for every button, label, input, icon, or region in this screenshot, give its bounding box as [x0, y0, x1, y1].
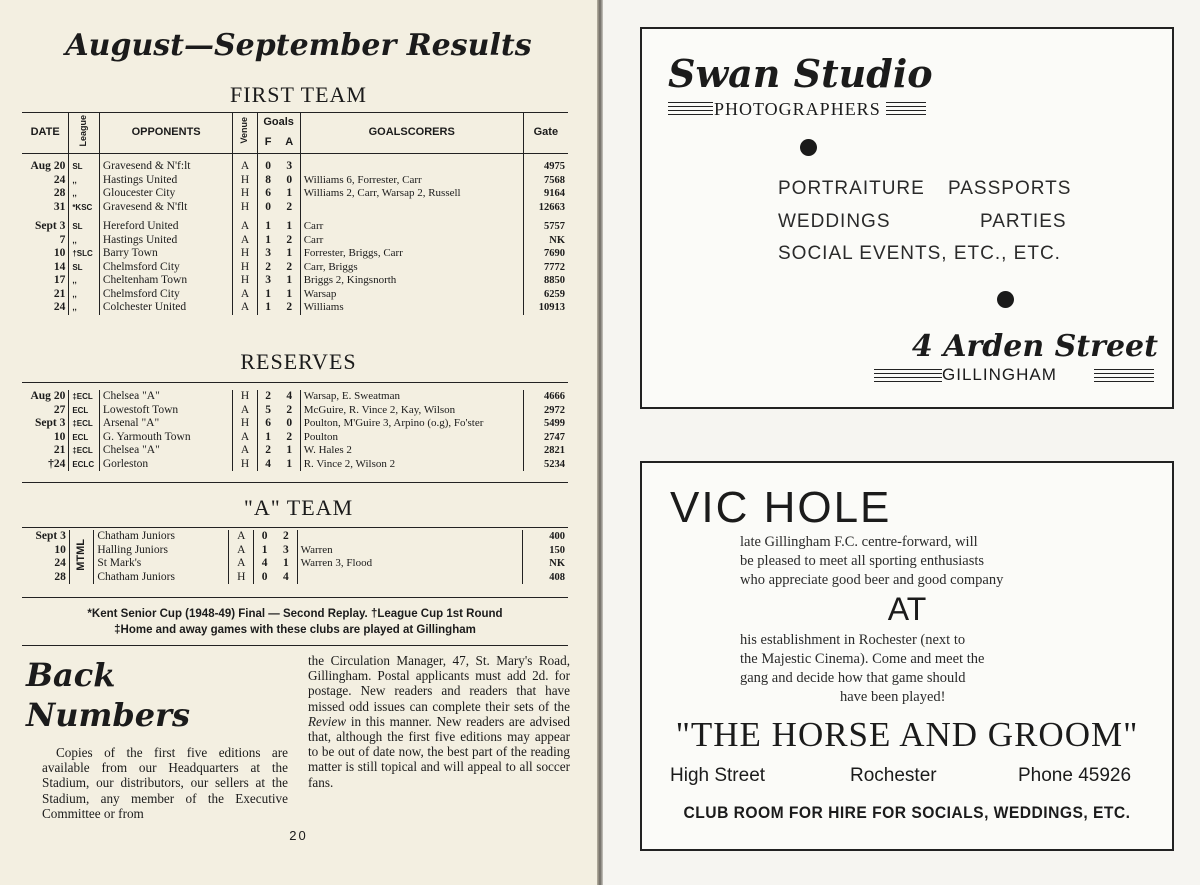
row-league: ,,	[69, 301, 100, 315]
vic-line-1: late Gillingham F.C. centre-forward, will	[740, 534, 978, 550]
row-goals-against: 1	[286, 444, 293, 456]
row-opponent: Gloucester City	[99, 187, 233, 201]
row-league: ‡ECL	[69, 390, 100, 404]
row-opponent: Hereford United	[99, 220, 233, 234]
photographers-label: PHOTOGRAPHERS	[714, 99, 881, 119]
row-league: ,,	[69, 187, 100, 201]
row-venue: H	[233, 261, 257, 275]
table-row	[22, 274, 568, 288]
row-goals-against: 1	[283, 557, 289, 569]
table-row	[22, 288, 568, 302]
row-goalscorers	[300, 201, 523, 215]
row-date	[22, 444, 69, 458]
footnote-cups: *Kent Senior Cup (1948-49) Final — Second Replay. †League Cup 1st Round	[87, 608, 503, 620]
pub-street: High Street	[670, 765, 766, 786]
decorative-lines	[874, 369, 942, 382]
row-goalscorers: Warsap, E. Sweatman	[300, 390, 523, 404]
pub-name: "THE HORSE AND GROOM"	[675, 715, 1139, 754]
row-goalscorers: McGuire, R. Vince 2, Kay, Wilson	[300, 404, 523, 418]
service-portraiture: PORTRAITURE	[778, 178, 925, 199]
vic-hole-ad	[640, 461, 1174, 851]
row-day: 14	[53, 260, 66, 273]
row-gate: 150	[523, 544, 568, 558]
row-league: *KSC	[69, 201, 100, 215]
header-goals: Goals	[257, 113, 300, 134]
row-goals-for: 1	[257, 301, 279, 315]
row-date	[22, 390, 69, 404]
club-room-notice: CLUB ROOM FOR HIRE FOR SOCIALS, WEDDINGS, ETC.	[683, 803, 1131, 822]
row-venue: A	[233, 160, 257, 174]
row-day: 7	[59, 233, 66, 246]
back-numbers-column-2: the Circulation Manager, 47, St. Mary's Road, Gillingham. Postal applicants must add 2d. for postage. New readers and readers that have missed odd issues can complete their sets of the Review in this manner. New readers are advised that, although the first five editions may appear to be out of date now, the best part of the reading matter is still topical and will appeal to all soccer fans.	[308, 653, 570, 790]
header-league: League	[69, 113, 100, 154]
a-team-heading: "A" TEAM	[243, 495, 354, 520]
row-date	[22, 431, 69, 445]
right-page	[603, 0, 1200, 885]
table-row	[22, 431, 568, 445]
row-league: SL	[69, 160, 100, 174]
row-goalscorers: R. Vince 2, Wilson 2	[300, 458, 523, 472]
row-goals-against: 1	[286, 220, 293, 232]
row-date	[22, 557, 69, 571]
row-venue: A	[229, 557, 253, 571]
row-gate: 2972	[523, 404, 568, 418]
row-gate: 2821	[523, 444, 568, 458]
row-gate: 10913	[523, 301, 568, 315]
results-title: August—September Results	[65, 28, 532, 63]
row-venue: A	[233, 301, 257, 315]
row-date	[22, 160, 69, 174]
row-gate: 2747	[523, 431, 568, 445]
row-goals-against: 3	[286, 160, 293, 172]
swan-studio-ad	[640, 27, 1174, 409]
row-month: Aug	[30, 160, 51, 172]
row-goalscorers: Warren	[297, 544, 523, 558]
first-team-heading: FIRST TEAM	[230, 82, 367, 107]
table-row	[22, 247, 568, 261]
row-month: Sept	[34, 417, 57, 429]
row-goals-against: 2	[286, 260, 293, 273]
bullet-dot	[800, 139, 817, 156]
row-gate: 5499	[523, 417, 568, 431]
row-goalscorers	[297, 571, 523, 585]
table-row	[22, 160, 568, 174]
row-month: Sept	[35, 530, 58, 542]
vic-line-4: his establishment in Rochester (next to	[740, 632, 966, 648]
row-goals-against: 1	[286, 247, 293, 259]
row-goals-for: 4	[257, 458, 279, 472]
row-date	[22, 201, 69, 215]
pub-phone: Phone 45926	[1018, 765, 1132, 786]
table-row	[22, 301, 568, 315]
row-goals-against: 2	[286, 233, 293, 246]
row-opponent: Arsenal "A"	[99, 417, 233, 431]
pub-town: Rochester	[850, 765, 937, 786]
row-gate: 408	[523, 571, 568, 585]
row-goalscorers	[297, 530, 523, 544]
row-gate: 400	[523, 530, 568, 544]
row-goals-against: 2	[283, 530, 289, 542]
row-goals-against: 4	[283, 570, 289, 583]
row-date	[22, 187, 69, 201]
row-venue: H	[233, 417, 257, 431]
row-opponent: Chelmsford City	[99, 288, 233, 302]
row-goalscorers: Carr	[300, 234, 523, 248]
vic-line-7: have been played!	[840, 689, 946, 705]
vic-line-2: be pleased to meet all sporting enthusiasts	[740, 553, 985, 569]
row-gate: 6259	[523, 288, 568, 302]
row-day: 20	[53, 390, 66, 402]
row-date	[22, 404, 69, 418]
row-goalscorers: Williams	[300, 301, 523, 315]
row-venue: H	[233, 390, 257, 404]
row-goals-for: 3	[257, 274, 279, 288]
row-venue: A	[233, 234, 257, 248]
row-opponent: Halling Juniors	[94, 544, 229, 558]
row-league: ECL	[69, 404, 100, 418]
row-date	[22, 288, 69, 302]
row-goals-for: 2	[257, 390, 279, 404]
row-league: MTML	[69, 530, 93, 584]
row-day: 3	[60, 530, 66, 542]
service-passports: PASSPORTS	[948, 178, 1072, 199]
row-day: 28	[54, 570, 66, 583]
row-opponent: Colchester United	[99, 301, 233, 315]
row-goals-against: 1	[286, 187, 293, 199]
divider	[22, 597, 568, 598]
header-opponents: OPPONENTS	[99, 113, 233, 154]
row-gate: 4975	[523, 160, 568, 174]
row-venue: A	[233, 404, 257, 418]
row-venue: H	[233, 247, 257, 261]
row-goals-against: 1	[286, 457, 293, 470]
row-goals-for: 1	[253, 544, 275, 558]
row-gate: 7690	[523, 247, 568, 261]
row-day: 24	[53, 173, 66, 186]
row-day: 24	[54, 557, 66, 569]
row-goals-against: 1	[286, 287, 293, 300]
row-goals-against: 4	[286, 390, 293, 402]
a-team-table	[22, 530, 568, 584]
row-goalscorers: Warren 3, Flood	[297, 557, 523, 571]
divider	[22, 645, 568, 646]
row-opponent: G. Yarmouth Town	[99, 431, 233, 445]
row-goalscorers: Briggs 2, Kingsnorth	[300, 274, 523, 288]
table-row	[22, 234, 568, 248]
row-goals-for: 1	[257, 288, 279, 302]
row-day: 20	[53, 160, 66, 172]
row-goals-for: 2	[257, 444, 279, 458]
row-venue: A	[233, 444, 257, 458]
row-goals-for: 2	[257, 261, 279, 275]
row-gate: 5234	[523, 458, 568, 472]
row-league: ,,	[69, 234, 100, 248]
swan-studio-name: Swan Studio	[668, 51, 933, 96]
footnote-home-away: ‡Home and away games with these clubs are played at Gillingham	[114, 624, 476, 636]
service-social-events: SOCIAL EVENTS, ETC., ETC.	[778, 243, 1061, 264]
row-goals-for: 0	[257, 201, 279, 215]
back-numbers-title-1: Back	[26, 656, 116, 694]
row-opponent: Hastings United	[99, 234, 233, 248]
service-parties: PARTIES	[980, 211, 1067, 232]
header-date: DATE	[22, 113, 69, 154]
row-date	[22, 544, 69, 558]
row-goals-against: 0	[286, 417, 293, 429]
row-date	[22, 571, 69, 585]
row-league: SL	[69, 261, 100, 275]
row-goalscorers: Poulton	[300, 431, 523, 445]
table-row	[22, 557, 568, 571]
row-venue: H	[233, 187, 257, 201]
at-label: AT	[887, 591, 927, 627]
first-team-table	[22, 112, 568, 315]
divider	[22, 482, 568, 483]
reserves-heading: RESERVES	[240, 349, 357, 374]
row-goalscorers: Williams 6, Forrester, Carr	[300, 174, 523, 188]
row-gate: NK	[523, 557, 568, 571]
header-gate: Gate	[523, 113, 568, 154]
row-date	[22, 261, 69, 275]
row-goals-for: 0	[253, 530, 275, 544]
divider	[22, 527, 568, 528]
row-goalscorers: Carr, Briggs	[300, 261, 523, 275]
table-row	[22, 261, 568, 275]
row-opponent: Gravesend & N'f:lt	[99, 160, 233, 174]
divider	[22, 382, 568, 383]
row-opponent: Gorleston	[99, 458, 233, 472]
row-gate: 8850	[523, 274, 568, 288]
reserves-table	[22, 390, 568, 471]
table-row	[22, 458, 568, 472]
row-goalscorers: Williams 2, Carr, Warsap 2, Russell	[300, 187, 523, 201]
table-row	[22, 174, 568, 188]
row-day: 10	[54, 543, 66, 556]
table-row	[22, 444, 568, 458]
row-opponent: Chelsea "A"	[99, 444, 233, 458]
row-opponent: Hastings United	[99, 174, 233, 188]
header-a: A	[279, 133, 301, 154]
row-gate: 12663	[523, 201, 568, 215]
table-row	[22, 201, 568, 215]
row-day: 31	[53, 200, 66, 213]
decorative-lines	[1094, 369, 1154, 382]
row-venue: A	[229, 544, 253, 558]
row-goals-against: 2	[286, 200, 293, 213]
row-goals-against: 0	[286, 173, 293, 186]
bullet-dot	[997, 291, 1014, 308]
row-day: 3	[59, 220, 66, 232]
row-league: SL	[69, 220, 100, 234]
row-goals-for: 5	[257, 404, 279, 418]
row-opponent: Cheltenham Town	[99, 274, 233, 288]
row-day: 27	[53, 403, 66, 416]
row-date	[22, 247, 69, 261]
back-numbers-title-2: Numbers	[26, 696, 190, 734]
row-goals-for: 8	[257, 174, 279, 188]
row-date	[22, 530, 69, 544]
service-weddings: WEDDINGS	[778, 211, 891, 232]
row-opponent: Chelsea "A"	[99, 390, 233, 404]
table-row	[22, 417, 568, 431]
row-day: 10	[53, 430, 66, 443]
row-goalscorers	[300, 160, 523, 174]
row-goals-for: 6	[257, 187, 279, 201]
table-row	[22, 390, 568, 404]
table-row	[22, 187, 568, 201]
row-date	[22, 274, 69, 288]
header-goalscorers: GOALSCORERS	[300, 113, 523, 154]
row-opponent: Lowestoft Town	[99, 404, 233, 418]
row-goalscorers: Poulton, M'Guire 3, Arpino (o.g), Fo'ster	[300, 417, 523, 431]
row-venue: H	[233, 274, 257, 288]
row-goals-for: 1	[257, 234, 279, 248]
vic-line-3: who appreciate good beer and good company	[740, 572, 1004, 588]
back-numbers-column-1: Copies of the first five editions are available from our Headquarters at the Stadium, our distributors, our sellers at the Stadium, any member of the Executive Committee or from	[42, 745, 288, 821]
row-date	[22, 458, 69, 472]
row-goalscorers: Carr	[300, 220, 523, 234]
row-goals-for: 1	[257, 220, 279, 234]
row-month: Aug	[30, 390, 51, 402]
row-date	[22, 220, 69, 234]
vic-hole-name: VIC HOLE	[670, 483, 892, 532]
swan-address: 4 Arden Street	[911, 329, 1158, 364]
row-opponent: Barry Town	[99, 247, 233, 261]
row-opponent: Chatham Juniors	[94, 530, 229, 544]
row-opponent: Chelmsford City	[99, 261, 233, 275]
row-opponent: St Mark's	[94, 557, 229, 571]
row-goals-against: 2	[286, 403, 293, 416]
row-gate: 5757	[523, 220, 568, 234]
row-gate: 9164	[523, 187, 568, 201]
row-gate: 7772	[523, 261, 568, 275]
swan-town: GILLINGHAM	[942, 365, 1057, 384]
vic-line-6: gang and decide how that game should	[740, 670, 966, 686]
vic-line-5: the Majestic Cinema). Come and meet the	[740, 651, 985, 667]
row-goals-for: 1	[257, 431, 279, 445]
left-page	[0, 0, 597, 885]
row-month: Sept	[34, 220, 57, 232]
row-goals-against: 3	[283, 543, 289, 556]
row-league: ECLC	[69, 458, 100, 472]
row-day: 21	[53, 287, 66, 300]
row-venue: A	[233, 288, 257, 302]
table-row	[22, 544, 568, 558]
row-day: 17	[53, 274, 66, 286]
row-day: †24	[48, 457, 66, 470]
row-day: 28	[53, 187, 66, 199]
row-venue: H	[233, 201, 257, 215]
row-day: 21	[53, 444, 66, 456]
row-venue: A	[233, 431, 257, 445]
row-league: ECL	[69, 431, 100, 445]
row-goals-for: 4	[253, 557, 275, 571]
row-goalscorers: Warsap	[300, 288, 523, 302]
row-league: ,,	[69, 288, 100, 302]
row-goals-against: 2	[286, 430, 293, 443]
row-league: ,,	[69, 174, 100, 188]
row-league: ‡ECL	[69, 417, 100, 431]
row-league: ‡ECL	[69, 444, 100, 458]
page-number: 20	[289, 828, 308, 843]
row-gate: NK	[523, 234, 568, 248]
row-venue: H	[233, 174, 257, 188]
row-goalscorers: W. Hales 2	[300, 444, 523, 458]
row-date	[22, 417, 69, 431]
row-goals-for: 0	[253, 571, 275, 585]
header-f: F	[257, 133, 279, 154]
row-date	[22, 174, 69, 188]
row-goals-for: 3	[257, 247, 279, 261]
row-league: ,,	[69, 274, 100, 288]
row-venue: A	[233, 220, 257, 234]
table-row	[22, 571, 568, 585]
row-venue: H	[233, 458, 257, 472]
row-goals-for: 6	[257, 417, 279, 431]
row-opponent: Chatham Juniors	[94, 571, 229, 585]
table-row	[22, 220, 568, 234]
row-day: 3	[59, 417, 66, 429]
row-venue: A	[229, 530, 253, 544]
header-venue: Venue	[233, 113, 257, 154]
row-venue: H	[229, 571, 253, 585]
table-row	[22, 530, 568, 544]
row-goals-against: 2	[286, 301, 293, 313]
decorative-lines	[668, 102, 713, 115]
row-date	[22, 301, 69, 315]
row-goals-for: 0	[257, 160, 279, 174]
row-day: 24	[53, 301, 66, 313]
row-goals-against: 1	[286, 274, 293, 286]
row-goalscorers: Forrester, Briggs, Carr	[300, 247, 523, 261]
row-gate: 7568	[523, 174, 568, 188]
row-date	[22, 234, 69, 248]
row-day: 10	[53, 247, 66, 259]
table-row	[22, 404, 568, 418]
row-gate: 4666	[523, 390, 568, 404]
decorative-lines	[886, 102, 926, 115]
row-opponent: Gravesend & N'flt	[99, 201, 233, 215]
row-league: †SLC	[69, 247, 100, 261]
